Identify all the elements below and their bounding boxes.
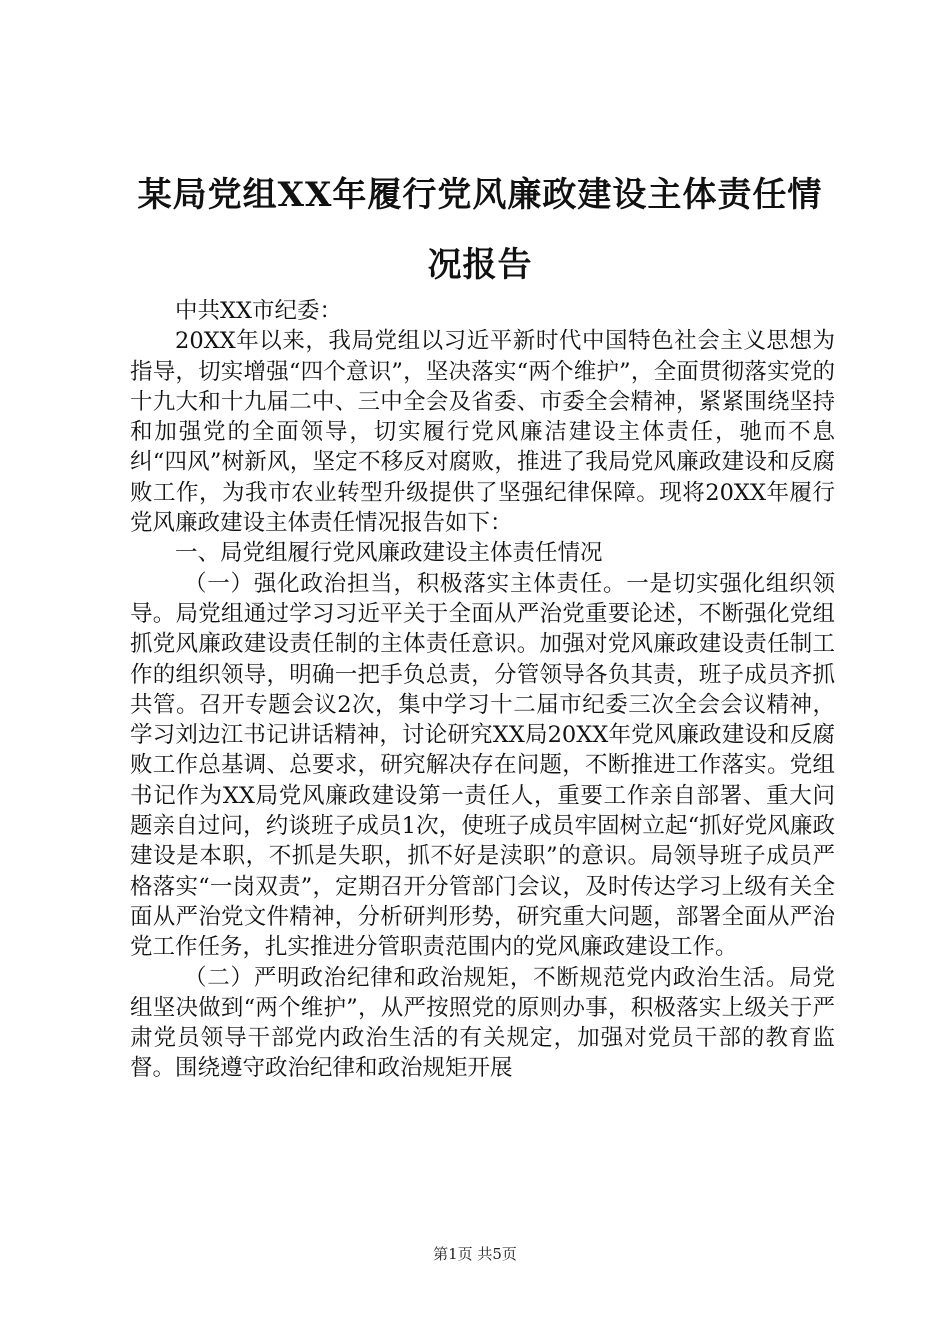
title-line-2: 况报告 [427, 245, 533, 285]
intro-paragraph: 20XX年以来，我局党组以习近平新时代中国特色社会主义思想为指导，切实增强“四个意识”，坚决落实“两个维护”，全面贯彻落实党的十九大和十九届二中、三中全会及省委、市委全会精神，紧紧围绕坚持和加强党的全面领导，切实履行党风廉洁建设主体责任，驰而不息纠“四风”树新风，坚定不移反对腐败，推进了我局党风廉政建设和反腐败工作，为我市农业转型升级提供了坚强纪律保障。现将20XX年履行党风廉政建设主体责任情况报告如下： [130, 328, 835, 537]
paragraph-2: （二）严明政治纪律和政治规矩，不断规范党内政治生活。局党组坚决做到“两个维护”，从严按照党的原则办事，积极落实上级关于严肃党员领导干部党内政治生活的有关规定，加强对党员干部的教育监督。围绕遵守政治纪律和政治规矩开展 [130, 964, 835, 1082]
title-line-1: 某局党组XX年履行党风廉政建设主体责任情 [137, 175, 823, 215]
paragraph-1: （一）强化政治担当，积极落实主体责任。一是切实强化组织领导。局党组通过学习习近平关于全面从严治党重要论述，不断强化党组抓党风廉政建设责任制的主体责任意识。加强对党风廉政建设责任制工作的组织领导，明确一把手负总责，分管领导各负其责，班子成员齐抓共管。召开专题会议2次，集中学习十二届市纪委三次全会会议精神，学习刘边江书记讲话精神，讨论研究XX局20XX年党风廉政建设和反腐败工作总基调、总要求，研究解决存在问题，不断推进工作落实。党组书记作为XX局党风廉政建设第一责任人，重要工作亲自部署、重大问题亲自过问，约谈班子成员1次，使班子成员牢固树立起“抓好党风廉政建设是本职，不抓是失职，抓不好是渎职”的意识。局领导班子成员严格落实“一岗双责”，定期召开分管部门会议，及时传达学习上级有关全面从严治党文件精神，分析研判形势，研究重大问题，部署全面从严治党工作任务，扎实推进分管职责范围内的党风廉政建设工作。 [130, 570, 835, 961]
document-title [130, 160, 830, 300]
document-body [130, 296, 835, 1084]
page-footer: 第1页 共5页 [433, 1245, 517, 1263]
salutation: 中共XX市纪委： [175, 298, 343, 324]
section-heading: 一、局党组履行党风廉政建设主体责任情况 [175, 540, 603, 567]
